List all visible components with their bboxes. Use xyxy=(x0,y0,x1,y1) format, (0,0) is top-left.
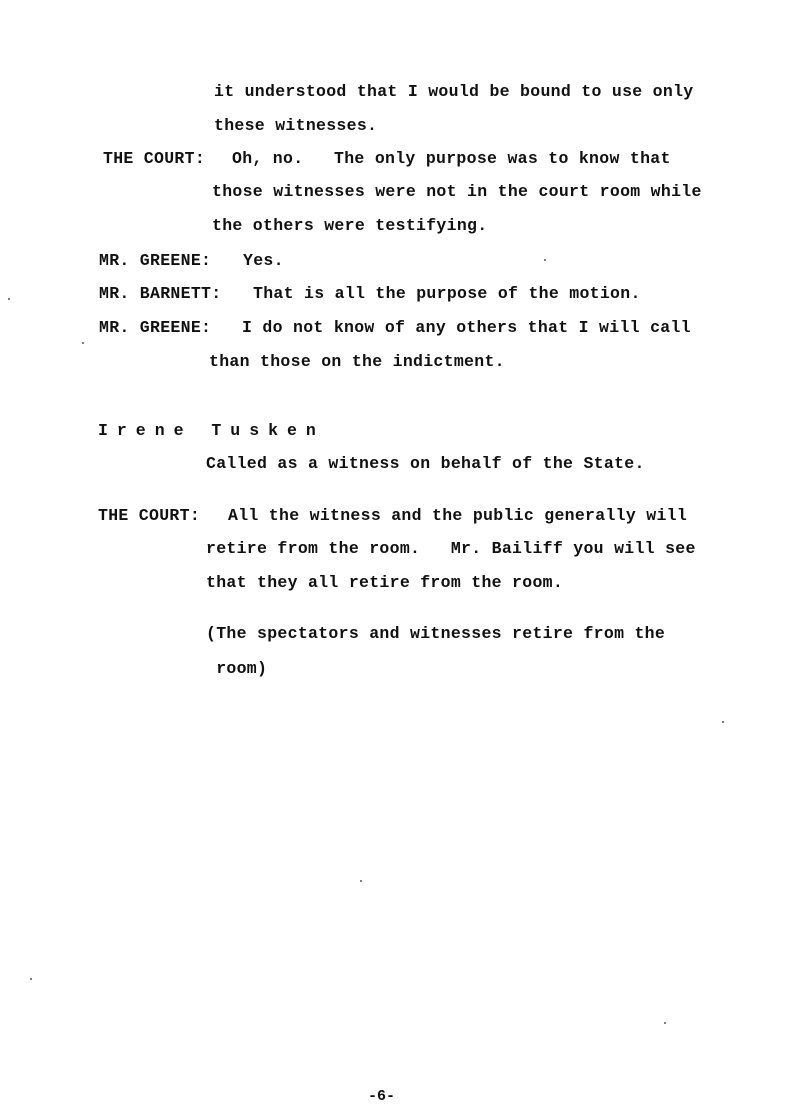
stage-direction: (The spectators and witnesses retire from the xyxy=(206,624,666,643)
transcript-line: than those on the indictment. xyxy=(209,352,505,371)
scan-speck xyxy=(82,342,84,344)
speaker-label: MR. GREENE: xyxy=(99,318,212,337)
transcript-line: Oh, no. The only purpose was to know that xyxy=(232,149,671,168)
scan-speck xyxy=(664,1022,666,1024)
transcript-line: retire from the room. Mr. Bailiff you will see xyxy=(206,539,696,558)
transcript-line: those witnesses were not in the court room while xyxy=(212,182,702,201)
transcript-line: Yes. xyxy=(243,251,284,270)
speaker-label: THE COURT: xyxy=(98,506,201,525)
speaker-label: THE COURT: xyxy=(103,149,206,168)
transcript-line: All the witness and the public generally will xyxy=(228,506,688,525)
scan-speck xyxy=(30,978,32,980)
transcript-line: that they all retire from the room. xyxy=(206,573,564,592)
scan-speck xyxy=(8,298,10,300)
stage-direction: room) xyxy=(206,659,268,678)
transcript-line: it understood that I would be bound to use only xyxy=(214,82,694,101)
page-number: -6- xyxy=(368,1088,396,1105)
speaker-label: MR. BARNETT: xyxy=(99,284,222,303)
witness-heading: Irene Tusken xyxy=(98,421,325,440)
scan-speck xyxy=(360,880,362,882)
transcript-line: That is all the purpose of the motion. xyxy=(253,284,641,303)
transcript-line: the others were testifying. xyxy=(212,216,488,235)
scan-speck xyxy=(544,259,546,261)
speaker-label: MR. GREENE: xyxy=(99,251,212,270)
scan-speck xyxy=(722,721,724,723)
transcript-line: Called as a witness on behalf of the State. xyxy=(206,454,645,473)
transcript-line: I do not know of any others that I will call xyxy=(242,318,691,337)
transcript-line: these witnesses. xyxy=(214,116,378,135)
